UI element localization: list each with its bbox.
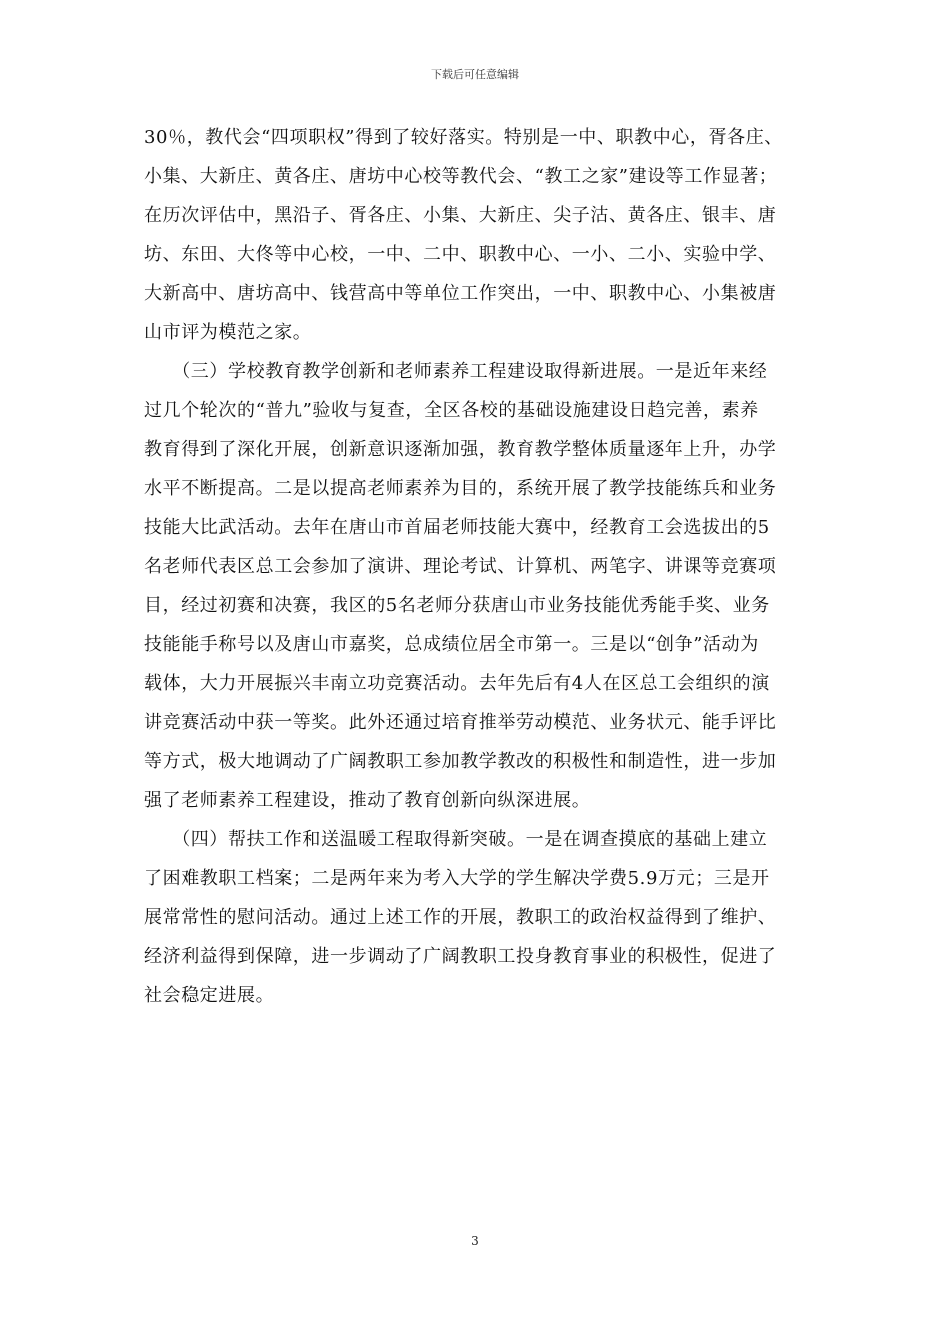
text-line: 技能大比武活动。去年在唐山市首届老师技能大赛中，经教育工会选拔出的5 xyxy=(144,517,770,538)
text-line: 名老师代表区总工会参加了演讲、理论考试、计算机、两笔字、讲课等竞赛项 xyxy=(144,556,777,577)
text-line: 在历次评估中，黑沿子、胥各庄、小集、大新庄、尖子沽、黄各庄、银丰、唐 xyxy=(144,205,777,226)
text-line: 目，经过初赛和决赛，我区的5名老师分获唐山市业务技能优秀能手奖、业务 xyxy=(144,595,770,616)
text-line: 技能能手称号以及唐山市嘉奖，总成绩位居全市第一。三是以“创争”活动为 xyxy=(144,634,759,655)
text-line: 30％，教代会“四项职权”得到了较好落实。特别是一中、职教中心，胥各庄、 xyxy=(144,127,783,148)
text-line: 社会稳定进展。 xyxy=(144,985,275,1006)
page-number: 3 xyxy=(471,1234,479,1248)
text-line: （四）帮扶工作和送温暖工程取得新突破。一是在调查摸底的基础上建立 xyxy=(144,829,768,850)
body-text xyxy=(144,118,810,1015)
text-line: 教育得到了深化开展，创新意识逐渐加强，教育教学整体质量逐年上升，办学 xyxy=(144,439,777,460)
text-line: 了困难教职工档案；二是两年来为考入大学的学生解决学费5.9万元；三是开 xyxy=(144,868,770,889)
text-line: （三）学校教育教学创新和老师素养工程建设取得新进展。一是近年来经 xyxy=(144,361,768,382)
text-line: 山市评为模范之家。 xyxy=(144,322,312,343)
text-line: 坊、东田、大佟等中心校，一中、二中、职教中心、一小、二小、实验中学、 xyxy=(144,244,777,265)
text-line: 载体，大力开展振兴丰南立功竞赛活动。去年先后有4人在区总工会组织的演 xyxy=(144,673,770,694)
text-line: 水平不断提高。二是以提高老师素养为目的，系统开展了教学技能练兵和业务 xyxy=(144,478,777,499)
page-header: 下载后可任意编辑 xyxy=(431,68,519,81)
text-line: 等方式，极大地调动了广阔教职工参加教学教改的积极性和制造性，进一步加 xyxy=(144,751,777,772)
text-line: 强了老师素养工程建设，推动了教育创新向纵深进展。 xyxy=(144,790,591,811)
text-line: 小集、大新庄、黄各庄、唐坊中心校等教代会、“教工之家”建设等工作显著； xyxy=(144,166,778,187)
text-line: 大新高中、唐坊高中、钱营高中等单位工作突出，一中、职教中心、小集被唐 xyxy=(144,283,777,304)
text-line: 展常常性的慰问活动。通过上述工作的开展，教职工的政治权益得到了维护、 xyxy=(144,907,777,928)
text-line: 过几个轮次的“普九”验收与复查，全区各校的基础设施建设日趋完善，素养 xyxy=(144,400,759,421)
text-line: 经济利益得到保障，进一步调动了广阔教职工投身教育事业的积极性，促进了 xyxy=(144,946,777,967)
text-line: 讲竞赛活动中获一等奖。此外还通过培育推举劳动模范、业务状元、能手评比 xyxy=(144,712,777,733)
